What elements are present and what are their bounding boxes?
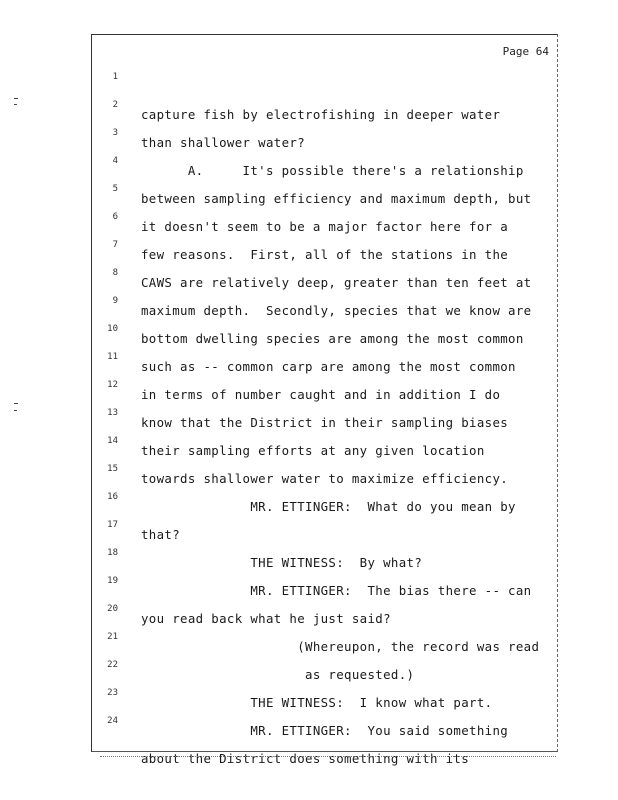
bottom-scan-artifact: [100, 756, 556, 757]
line-number: 22: [107, 660, 118, 670]
line-number: 24: [107, 716, 118, 726]
left-margin-mark-bottom: [14, 403, 18, 404]
line-number: 7: [112, 240, 118, 250]
line-text: in terms of number caught and in addition I do: [141, 387, 501, 402]
line-number: 13: [107, 408, 118, 418]
line-number: 12: [107, 380, 118, 390]
line-number: 2: [112, 100, 118, 110]
line-number: 1: [112, 72, 118, 82]
line-text: MR. ETTINGER: You said something: [141, 723, 509, 738]
line-text: (Whereupon, the record was read: [141, 639, 540, 654]
line-number: 11: [107, 352, 118, 362]
transcript-line: [92, 265, 559, 318]
left-margin-mark-bottom-2: [14, 410, 17, 411]
line-text: as requested.): [141, 667, 415, 682]
line-number: 17: [107, 520, 118, 530]
line-text: such as -- common carp are among the most common: [141, 359, 516, 374]
line-text: that?: [141, 527, 181, 542]
line-text: capture fish by electrofishing in deeper water: [141, 107, 501, 122]
line-text: you read back what he just said?: [141, 611, 391, 626]
line-text: between sampling efficiency and maximum depth, but: [141, 191, 532, 206]
line-number: 21: [107, 632, 118, 642]
line-text: about the District does something with its: [141, 751, 470, 766]
transcript-line: [92, 181, 559, 234]
line-number: 16: [107, 492, 118, 502]
line-text: it doesn't seem to be a major factor here for a: [141, 219, 509, 234]
line-text: THE WITNESS: By what?: [141, 555, 423, 570]
transcript-page: [91, 34, 558, 766]
line-number: 8: [112, 268, 118, 278]
line-number: 3: [112, 128, 118, 138]
left-margin-mark-top-2: [14, 104, 17, 105]
line-text: towards shallower water to maximize efficiency.: [141, 471, 509, 486]
line-number: 23: [107, 688, 118, 698]
line-text: MR. ETTINGER: What do you mean by: [141, 499, 516, 514]
line-text: CAWS are relatively deep, greater than ten feet at: [141, 275, 532, 290]
line-text: know that the District in their sampling biases: [141, 415, 509, 430]
line-text: A. It's possible there's a relationship: [141, 163, 524, 178]
line-text: maximum depth. Secondly, species that we know are: [141, 303, 532, 318]
transcript-line: [92, 97, 559, 150]
line-number: 9: [112, 296, 118, 306]
line-number: 10: [107, 324, 118, 334]
left-margin-mark-top: [14, 98, 18, 99]
transcript-line: [92, 69, 559, 122]
line-text: their sampling efforts at any given location: [141, 443, 485, 458]
line-number: 18: [107, 548, 118, 558]
line-text: MR. ETTINGER: The bias there -- can: [141, 583, 532, 598]
transcript-line: [92, 153, 559, 206]
transcript-line: [92, 713, 559, 766]
line-number: 4: [112, 156, 118, 166]
line-text: few reasons. First, all of the stations in the: [141, 247, 509, 262]
line-text: bottom dwelling species are among the most common: [141, 331, 524, 346]
line-number: 6: [112, 212, 118, 222]
page-number: Page 64: [502, 45, 549, 58]
line-number: 19: [107, 576, 118, 586]
line-number: 5: [112, 184, 118, 194]
line-text: THE WITNESS: I know what part.: [141, 695, 493, 710]
transcript-line: [92, 209, 559, 262]
line-number: 15: [107, 464, 118, 474]
transcript-line: [92, 237, 559, 290]
line-text: than shallower water?: [141, 135, 306, 150]
transcript-line: [92, 125, 559, 178]
line-number: 20: [107, 604, 118, 614]
line-number: 14: [107, 436, 118, 446]
